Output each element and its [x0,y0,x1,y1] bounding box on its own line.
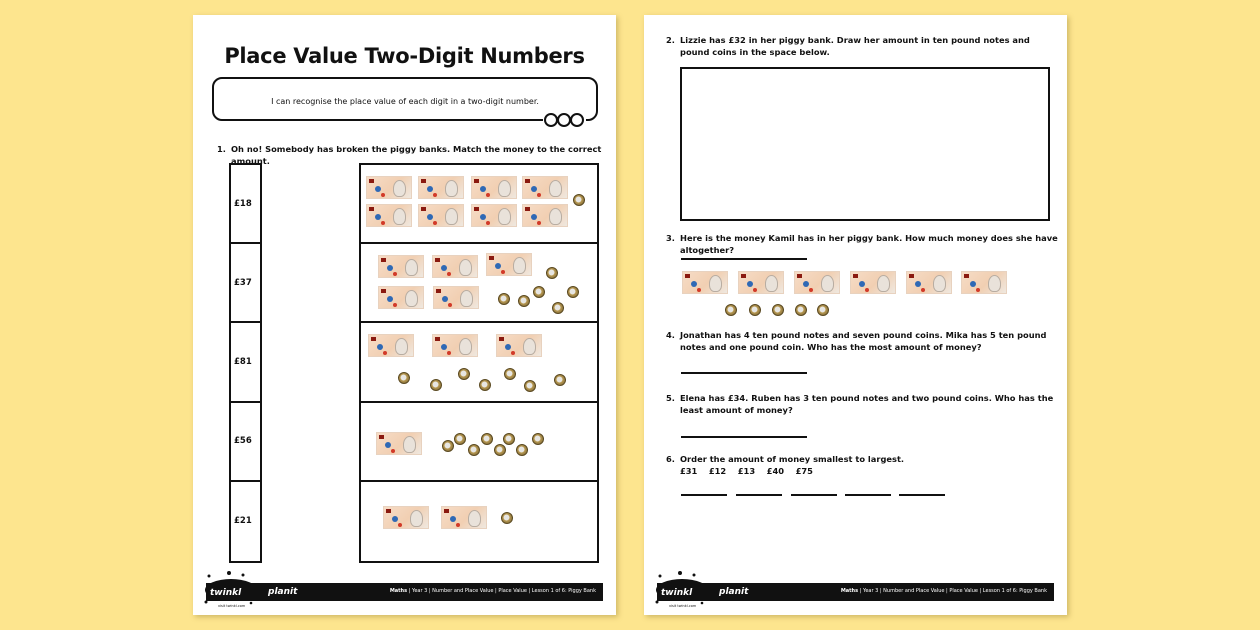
pound-coin-icon [524,380,536,392]
planit-brand-text: planit [719,587,749,597]
ten-pound-note-icon [432,255,478,278]
pound-coin-icon [532,433,544,445]
ten-pound-note-icon [432,334,478,357]
money-cell[interactable] [361,482,597,561]
amount-cell[interactable]: £18 [231,165,260,244]
ten-pound-note-icon [906,271,952,294]
ten-pound-note-icon [418,176,464,199]
planit-brand-text: planit [268,587,298,597]
amounts-list [666,465,1056,477]
footer-path: | Year 3 | Number and Place Value | Place Value | Lesson 1 of 6: Piggy Bank [407,588,596,594]
question-number: 5. [666,393,675,403]
answer-line-q3[interactable] [681,258,807,260]
pound-coin-icon [795,304,807,316]
logo-subtext: visit twinkl.com [218,604,246,608]
money-cell[interactable] [361,323,597,402]
worksheet-title: Place Value Two-Digit Numbers [224,44,585,68]
question-2 [666,34,1056,58]
amount: £12 [708,466,727,476]
amount-cell[interactable]: £37 [231,244,260,323]
worksheet-page-2 [644,15,1067,615]
pound-coin-icon [552,302,564,314]
order-answer-line[interactable] [681,494,727,496]
question-number: 1. [217,144,226,154]
pound-coin-icon [554,374,566,386]
amount: £31 [680,466,698,476]
order-answer-line[interactable] [899,494,945,496]
order-answer-line[interactable] [845,494,891,496]
question-text: Jonathan has 4 ten pound notes and seven pound coins. Mika has 5 ten pound notes and one pound coin. Who has the most amount of money? [680,330,1047,352]
footer-breadcrumb [390,588,596,594]
pound-coin-icon [504,368,516,380]
learning-objective-text: I can recognise the place value of each digit in a two-digit number. [271,97,539,106]
question-text: Order the amount of money smallest to largest. [680,454,905,464]
ten-pound-note-icon [486,253,532,276]
self-assessment-circle[interactable] [544,113,558,127]
objective-circles-icon [543,113,586,127]
question-3 [666,232,1061,256]
answer-line-q5[interactable] [681,436,807,438]
ten-pound-note-icon [738,271,784,294]
pound-coin-icon [498,293,510,305]
question-text: Oh no! Somebody has broken the piggy banks. Match the money to the correct amount. [231,144,602,166]
amount-cell[interactable]: £81 [231,323,260,402]
amount: £75 [795,466,813,476]
order-answer-line[interactable] [791,494,837,496]
learning-objective-box [212,77,598,121]
pound-coin-icon [573,194,585,206]
pound-coin-icon [518,295,530,307]
pound-coin-icon [430,379,442,391]
amount-cell[interactable]: £56 [231,403,260,482]
ten-pound-note-icon [368,334,414,357]
twinkl-logo-text: twinkl [661,588,693,598]
pound-coin-icon [533,286,545,298]
ten-pound-note-icon [418,204,464,227]
ten-pound-note-icon [366,176,412,199]
amount: £13 [737,466,756,476]
amount-cell[interactable]: £21 [234,516,252,527]
money-cell[interactable] [361,403,597,482]
pound-coin-icon [772,304,784,316]
logo-subtext: visit twinkl.com [669,604,697,608]
ten-pound-note-icon [376,432,422,455]
ten-pound-note-icon [433,286,479,309]
pound-coin-icon [468,444,480,456]
pound-coin-icon [458,368,470,380]
question-text: Lizzie has £32 in her piggy bank. Draw her amount in ten pound notes and pound coins in the space below. [680,35,1030,57]
ten-pound-note-icon [378,286,424,309]
footer-subject: Maths [389,588,408,594]
money-cell[interactable] [361,165,597,244]
pound-coin-icon [516,444,528,456]
pound-coin-icon [546,267,558,279]
ten-pound-note-icon [471,176,517,199]
question-text: Here is the money Kamil has in her piggy bank. How much money does she have altogether? [680,233,1058,255]
money-cell[interactable] [361,244,597,323]
ten-pound-note-icon [441,506,487,529]
pound-coin-icon [398,372,410,384]
answer-line-q4[interactable] [681,372,807,374]
ten-pound-note-icon [522,204,568,227]
twinkl-logo-text: twinkl [210,588,242,598]
question-4 [666,329,1061,353]
ten-pound-note-icon [850,271,896,294]
question-number: 2. [666,35,675,45]
question-text: Elena has £34. Ruben has 3 ten pound notes and two pound coins. Who has the least amount of money? [680,393,1054,415]
order-answer-line[interactable] [736,494,782,496]
footer-path: | Year 3 | Number and Place Value | Place Value | Lesson 1 of 6: Piggy Bank [858,588,1047,594]
pound-coin-icon [454,433,466,445]
question-6 [666,453,1056,477]
pound-coin-icon [749,304,761,316]
question-number: 4. [666,330,675,340]
pound-coin-icon [567,286,579,298]
question-number: 6. [666,454,675,464]
amount-column [229,163,262,563]
pound-coin-icon [481,433,493,445]
money-column [359,163,599,563]
amount: £40 [766,466,784,476]
footer-breadcrumb [841,588,1047,594]
pound-coin-icon [817,304,829,316]
ten-pound-note-icon [682,271,728,294]
ten-pound-note-icon [378,255,424,278]
self-assessment-circle[interactable] [557,113,571,127]
pound-coin-icon [725,304,737,316]
drawing-answer-box[interactable] [680,67,1050,221]
ten-pound-note-icon [794,271,840,294]
ten-pound-note-icon [471,204,517,227]
pound-coin-icon [501,512,513,524]
ten-pound-note-icon [961,271,1007,294]
footer-subject: Maths [840,588,859,594]
pound-coin-icon [442,440,454,452]
pound-coin-icon [494,444,506,456]
question-number: 3. [666,233,675,243]
ten-pound-note-icon [366,204,412,227]
worksheet-page-1 [193,15,616,615]
pound-coin-icon [503,433,515,445]
ten-pound-note-icon [522,176,568,199]
ten-pound-note-icon [383,506,429,529]
question-5 [666,392,1056,416]
ten-pound-note-icon [496,334,542,357]
self-assessment-circle[interactable] [570,113,584,127]
pound-coin-icon [479,379,491,391]
